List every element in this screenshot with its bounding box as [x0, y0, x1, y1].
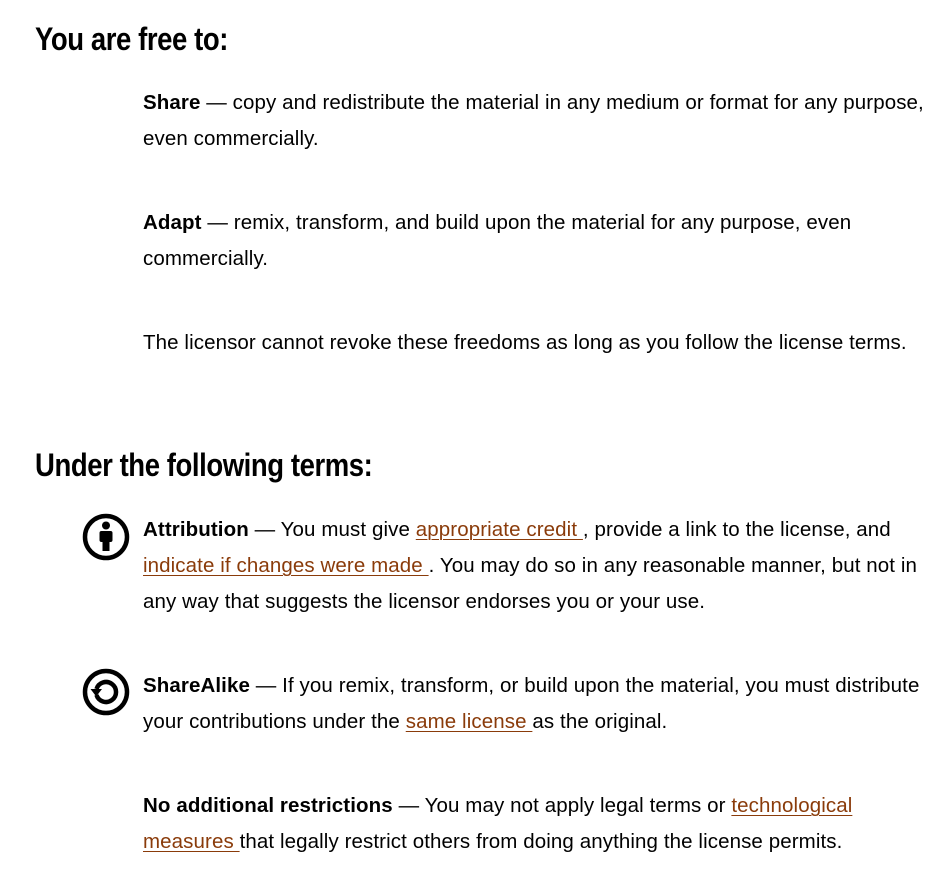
indicate-changes-link[interactable]: indicate if changes were made [143, 554, 429, 577]
share-paragraph [143, 85, 925, 157]
restrictions-text-1: — You may not apply legal terms or [392, 794, 732, 817]
attribution-term: Attribution [143, 518, 249, 541]
technological-measures-link[interactable]: technological measures [143, 794, 853, 853]
share-term: Share [143, 91, 201, 114]
revoke-note: The licensor cannot revoke these freedoms as long as you follow the license terms. [143, 331, 907, 354]
attribution-text-3: . You may do so in any reasonable manner, but not in any way that suggests the licensor endorses you or your use. [143, 554, 918, 613]
adapt-text: — remix, transform, and build upon the material for any purpose, even commercially. [143, 211, 852, 270]
adapt-paragraph [143, 205, 925, 277]
share-text: — copy and redistribute the material in any medium or format for any purpose, even commercially. [143, 91, 924, 150]
restrictions-text-2: that legally restrict others from doing anything the license permits. [239, 830, 843, 853]
terms-heading: Under the following terms: [35, 447, 373, 483]
sharealike-text-2: as the original. [532, 710, 668, 733]
appropriate-credit-link[interactable]: appropriate credit [415, 518, 583, 541]
attribution-paragraph [143, 512, 925, 620]
sharealike-text-1: — If you remix, transform, or build upon the material, you must distribute your contributions under the [143, 674, 920, 733]
sharealike-term: ShareAlike [143, 674, 250, 697]
attribution-icon [82, 513, 130, 561]
sharealike-icon [82, 668, 130, 716]
same-license-link[interactable]: same license [405, 710, 533, 733]
attribution-text-1: — You must give [248, 518, 416, 541]
adapt-term: Adapt [143, 211, 202, 234]
sharealike-paragraph [143, 668, 925, 740]
restrictions-paragraph [143, 788, 925, 860]
free-heading: You are free to: [35, 21, 228, 57]
attribution-text-2: , provide a link to the license, and [582, 518, 891, 541]
restrictions-term: No additional restrictions [143, 794, 393, 817]
